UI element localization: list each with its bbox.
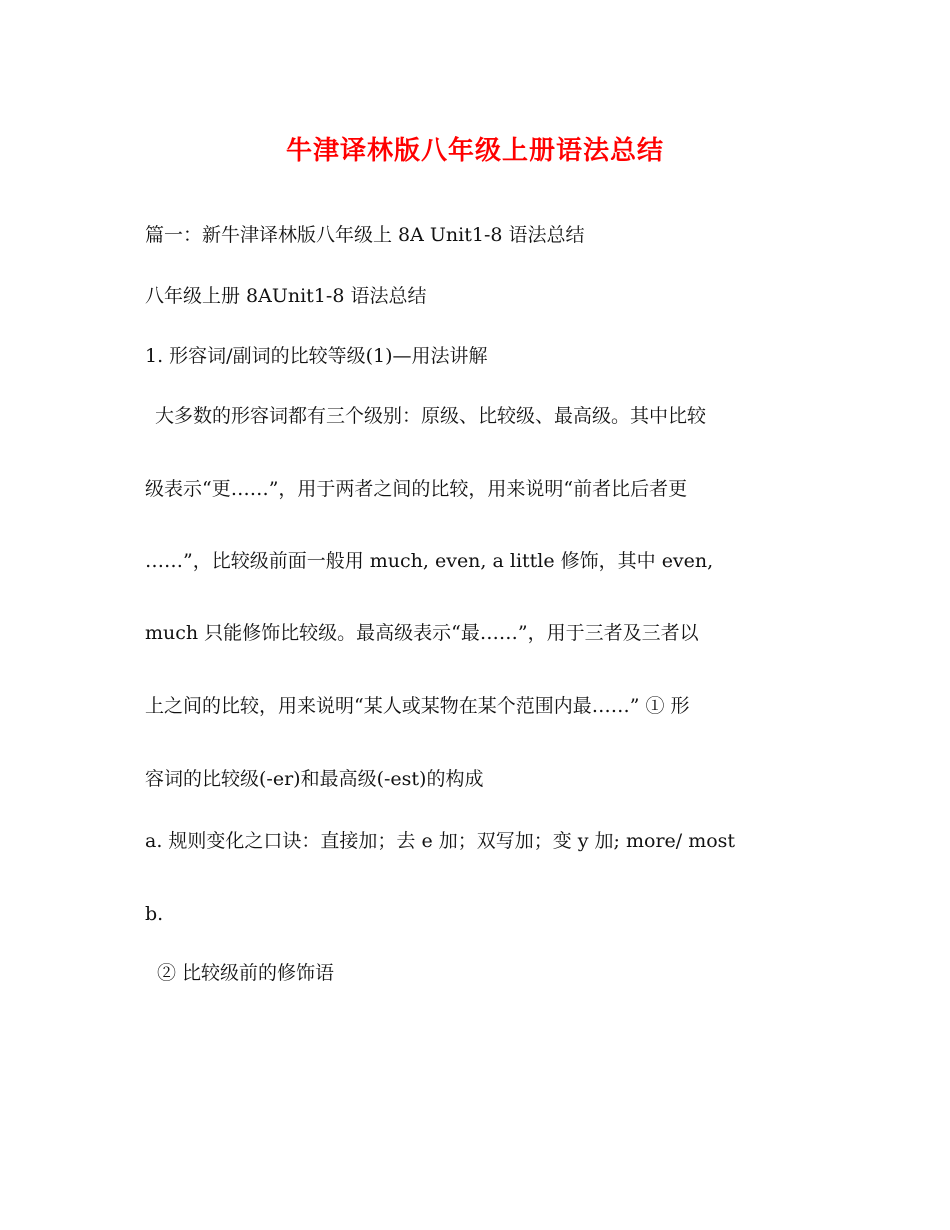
paragraph-line: 大多数的形容词都有三个级别：原级、比较级、最高级。其中比较 [155,405,707,427]
paragraph-line: ② 比较级前的修饰语 [157,962,335,984]
paragraph-line: ……”，比较级前面一般用 much, even, a little 修饰，其中 even, [145,550,714,572]
paragraph-line: 级表示“更……”，用于两者之间的比较，用来说明“前者比后者更 [145,478,688,500]
paragraph-line: much 只能修饰比较级。最高级表示“最……”，用于三者及三者以 [145,622,699,644]
paragraph-line: 篇一：新牛津译林版八年级上 8A Unit1-8 语法总结 [145,224,585,246]
paragraph-line: b. [145,903,164,925]
paragraph-line: a. 规则变化之口诀：直接加；去 e 加；双写加；变 y 加; more/ most [145,830,736,852]
paragraph-line: 八年级上册 8AUnit1-8 语法总结 [145,285,427,307]
paragraph-line: 容词的比较级(-er)和最高级(-est)的构成 [145,768,484,790]
section-heading: 1. 形容词/副词的比较等级(1)—用法讲解 [145,345,488,367]
paragraph-line: 上之间的比较，用来说明“某人或某物在某个范围内最……” ① 形 [145,695,690,717]
document-title: 牛津译林版八年级上册语法总结 [285,136,664,166]
